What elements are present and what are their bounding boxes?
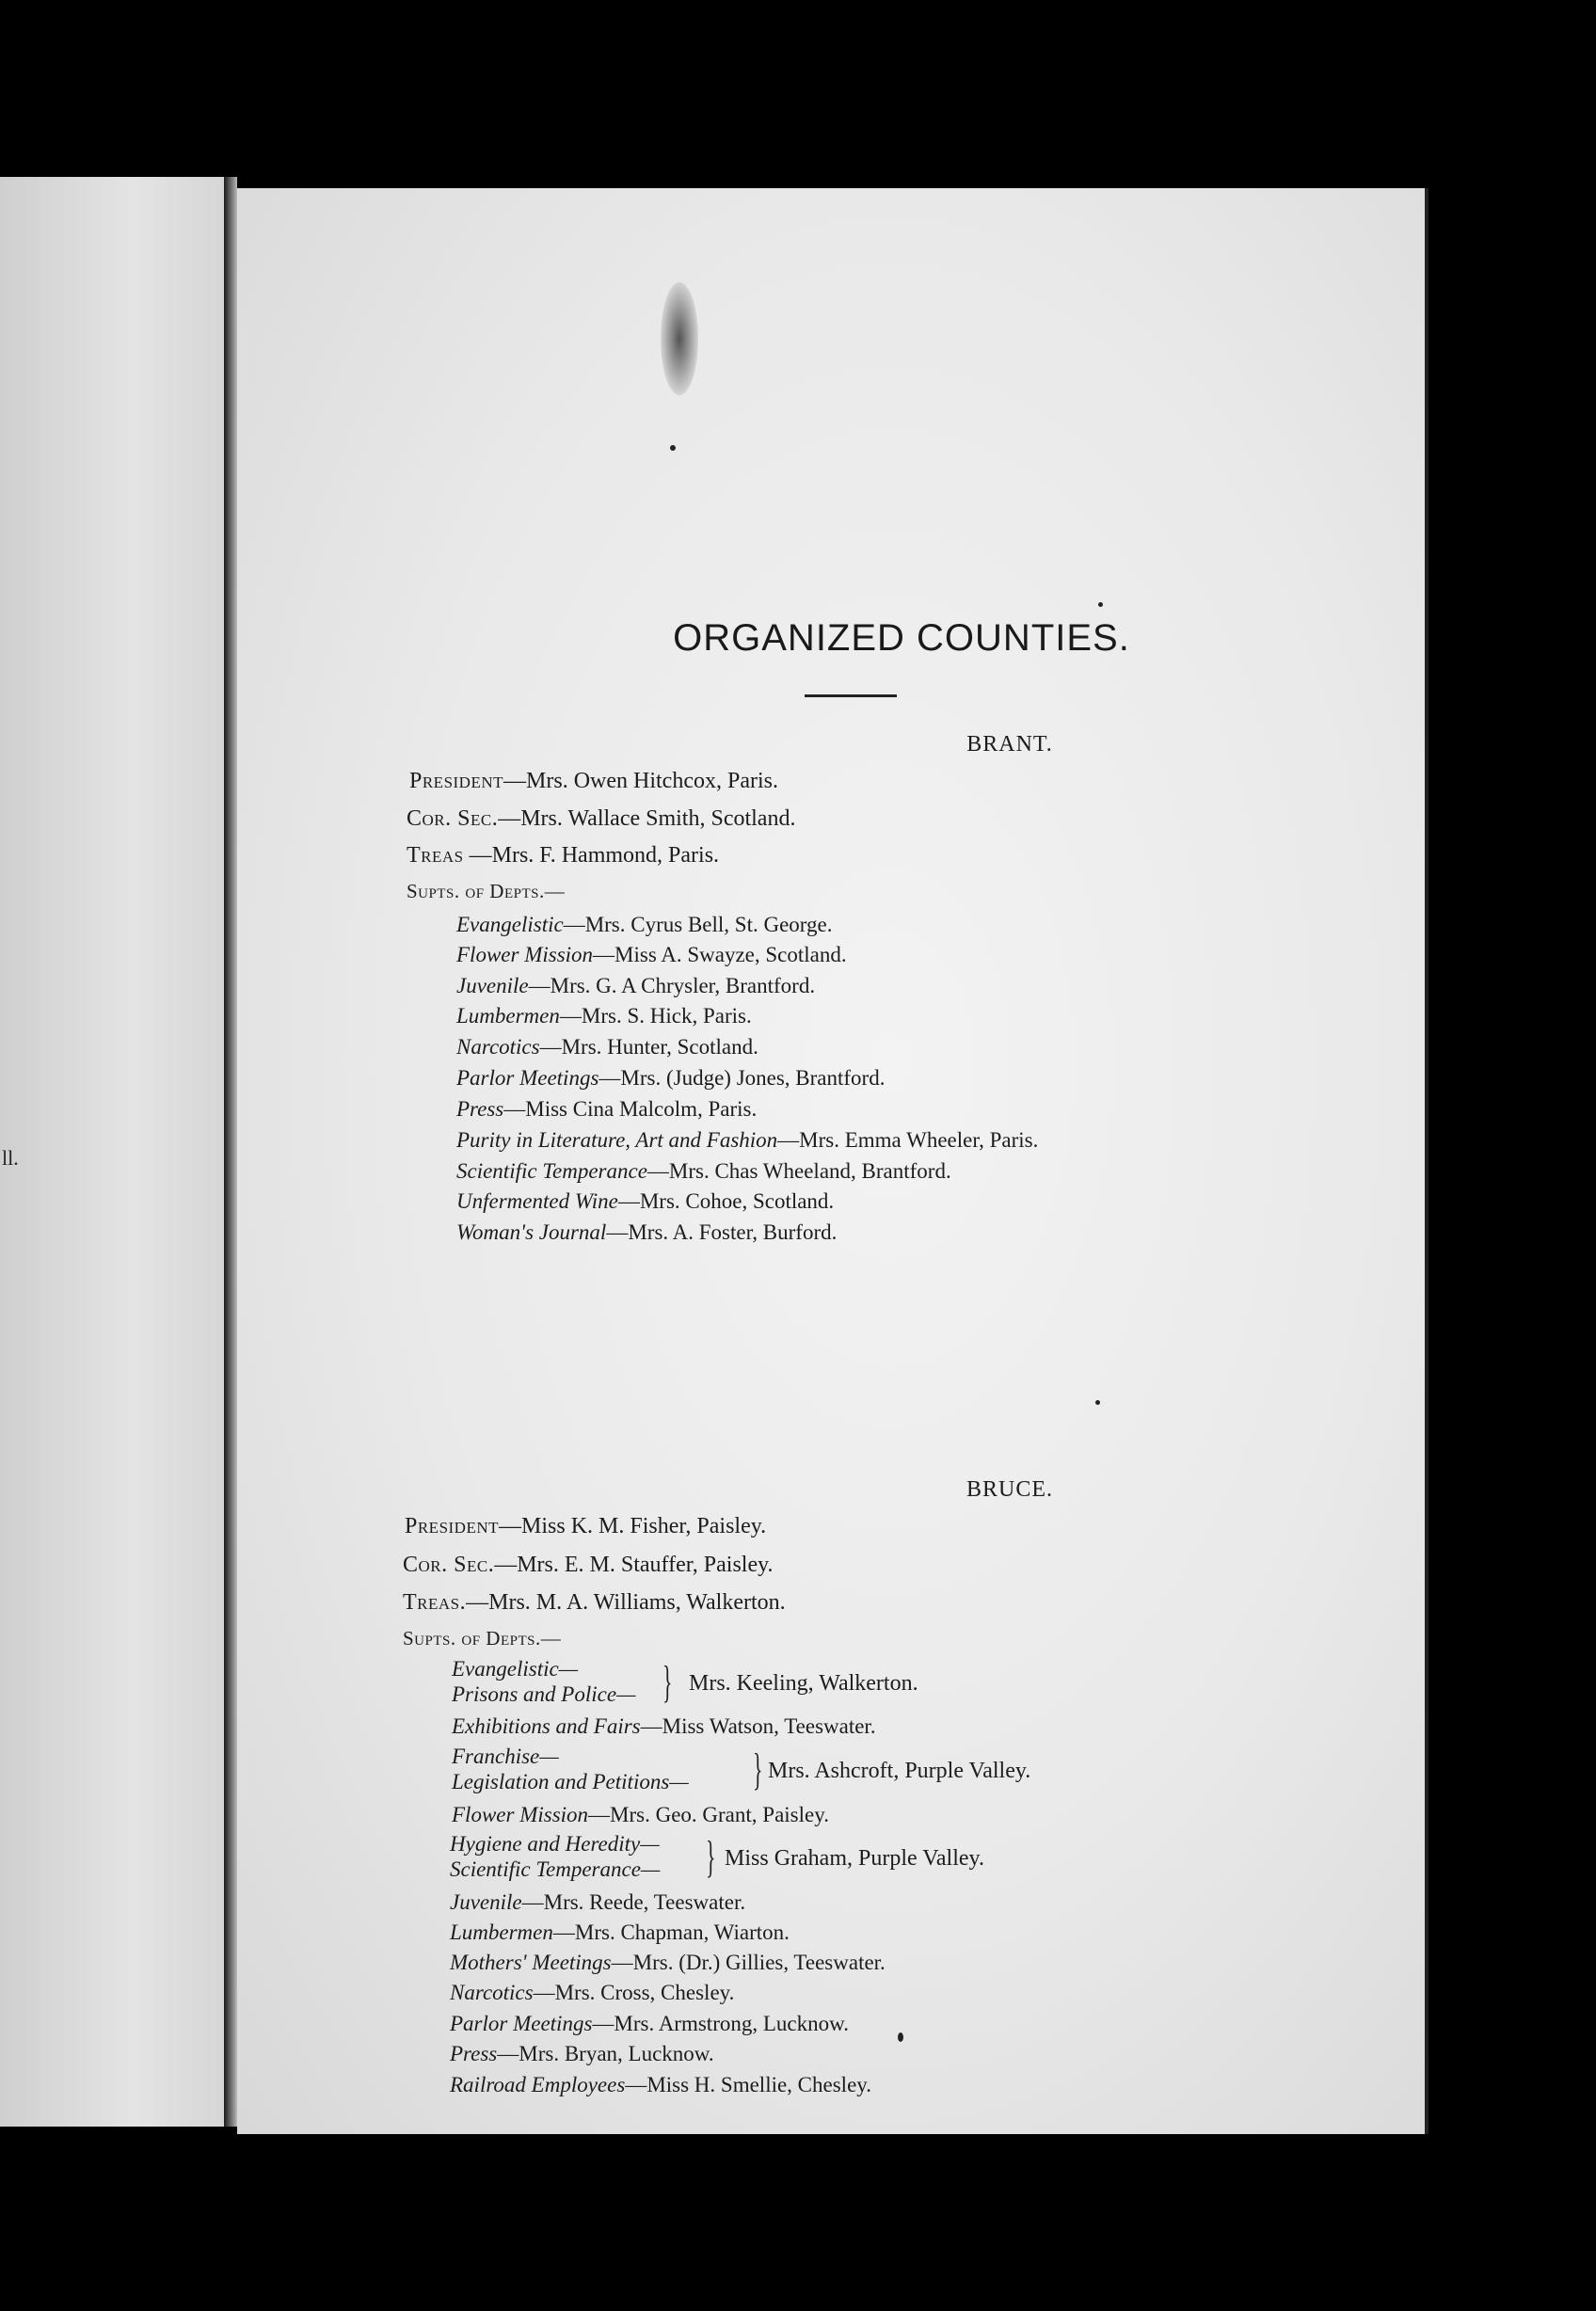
dept-value: —Mrs. Chas Wheeland, Brantford.: [646, 1159, 951, 1183]
group-dept: Scientific Temperance—: [450, 1857, 661, 1881]
dept-value: —Miss Cina Malcolm, Paris.: [503, 1097, 758, 1121]
officer-role: Cor. Sec.: [407, 806, 499, 831]
dept-value: —Mrs. Bryan, Lucknow.: [497, 2042, 714, 2065]
group-dept-list: [450, 1831, 660, 1882]
dept-name: Mothers' Meetings: [450, 1951, 612, 1974]
dept-name: Lumbermen: [456, 1004, 560, 1028]
group-dept: Legislation and Petitions—: [452, 1770, 689, 1793]
group-dept: Prisons and Police—: [452, 1682, 636, 1706]
bruce-president: [405, 1512, 766, 1540]
officer-value: Mrs. Wallace Smith, Scotland.: [520, 806, 796, 831]
group-value: Miss Graham, Purple Valley.: [725, 1846, 984, 1871]
officer-value: Mrs. Owen Hitchcox, Paris.: [526, 769, 778, 793]
speck: [1098, 602, 1103, 607]
dept-name: Juvenile: [456, 974, 529, 997]
dept-value: —Mrs. G. A Chrysler, Brantford.: [528, 974, 816, 997]
brant-cor-sec: [407, 805, 795, 833]
brant-dept-line: [456, 1188, 834, 1215]
dept-value: —Miss Watson, Teeswater.: [640, 1714, 876, 1738]
left-page-edge-text: ll.: [2, 1146, 19, 1170]
brant-treas: [407, 841, 719, 869]
document-page: [237, 188, 1428, 2134]
page-title: ORGANIZED COUNTIES.: [673, 617, 1130, 659]
officer-role: President: [409, 769, 504, 793]
dept-name: Railroad Employees: [450, 2073, 626, 2096]
dept-value: —Mrs. Cohoe, Scotland.: [617, 1189, 835, 1213]
officer-role: Cor. Sec.: [403, 1553, 495, 1577]
brant-dept-line: [456, 1065, 885, 1092]
officer-sep: —: [463, 843, 492, 868]
dept-name: Press: [450, 2042, 498, 2065]
speck: [898, 2032, 903, 2042]
dept-name: Parlor Meetings: [456, 1066, 599, 1090]
officer-value: Miss K. M. Fisher, Paisley.: [521, 1514, 767, 1538]
speck: [1095, 1400, 1100, 1405]
dept-value: —Mrs. (Judge) Jones, Brantford.: [598, 1066, 886, 1090]
title-divider: [805, 694, 897, 697]
group-dept: Hygiene and Heredity—: [450, 1832, 660, 1856]
dept-name: Flower Mission: [452, 1803, 589, 1826]
brant-president: [409, 767, 778, 795]
officer-role: Treas.: [403, 1590, 467, 1615]
group-value: Mrs. Keeling, Walkerton.: [689, 1671, 918, 1696]
dept-name: Narcotics: [450, 1981, 534, 2004]
officer-role: President: [405, 1514, 500, 1538]
dept-name: Unfermented Wine: [456, 1189, 618, 1213]
officer-sep: —: [544, 880, 565, 902]
book-gutter: [224, 177, 237, 2127]
bruce-dept-line: [450, 1889, 745, 1916]
brace-symbol: }: [706, 1832, 716, 1882]
dept-name: Lumbermen: [450, 1921, 553, 1944]
dept-value: —Mrs. Cross, Chesley.: [533, 1981, 735, 2004]
bruce-dept-line: [450, 2041, 714, 2067]
dept-name: Narcotics: [456, 1035, 540, 1059]
brant-dept-line: [456, 942, 847, 968]
dept-name: Parlor Meetings: [450, 2012, 593, 2035]
dept-name: Exhibitions and Fairs: [452, 1714, 641, 1738]
dept-name: Flower Mission: [456, 943, 594, 966]
brant-dept-line: [456, 1003, 752, 1029]
bruce-dept-line: [452, 1713, 876, 1740]
officer-sep: —: [499, 1514, 522, 1538]
dept-value: —Mrs. Cyrus Bell, St. George.: [563, 913, 833, 936]
brace-symbol: }: [753, 1745, 763, 1794]
bruce-dept-line: [450, 1980, 734, 2006]
dept-value: —Mrs. (Dr.) Gillies, Teeswater.: [611, 1951, 886, 1974]
county-heading-brant: BRANT.: [966, 732, 1053, 757]
officer-role: Treas: [407, 843, 464, 868]
dept-name: Evangelistic: [456, 913, 564, 936]
brant-dept-line: [456, 1158, 951, 1185]
group-dept: Evangelistic—: [452, 1657, 579, 1681]
dept-value: —Mrs. Armstrong, Lucknow.: [592, 2012, 849, 2035]
officer-value: Mrs. F. Hammond, Paris.: [491, 843, 720, 868]
brant-dept-line: [456, 1127, 1038, 1154]
bruce-supts: [403, 1624, 561, 1652]
dept-value: —Mrs. Geo. Grant, Paisley.: [588, 1803, 829, 1826]
brant-dept-line: [456, 1034, 758, 1060]
group-dept: Franchise—: [452, 1745, 559, 1768]
dept-value: —Mrs. Emma Wheeler, Paris.: [777, 1128, 1039, 1152]
bruce-treas: [403, 1588, 786, 1617]
brant-dept-line: [456, 912, 832, 938]
bruce-dept-line: [450, 1950, 886, 1976]
speck: [670, 445, 676, 451]
bruce-dept-line: [450, 2011, 849, 2037]
officer-role: Supts. of Depts.: [403, 1627, 541, 1650]
officer-sep: —: [503, 769, 527, 793]
county-heading-bruce: BRUCE.: [966, 1477, 1053, 1502]
dept-value: —Miss H. Smellie, Chesley.: [625, 2073, 872, 2096]
dept-value: —Mrs. Reede, Teeswater.: [521, 1890, 746, 1914]
dept-name: Woman's Journal: [456, 1220, 607, 1244]
dept-name: Purity in Literature, Art and Fashion: [456, 1128, 778, 1152]
bruce-dept-line: [450, 2072, 871, 2098]
brant-supts: [407, 877, 565, 905]
group-dept-list: [452, 1744, 689, 1794]
dept-name: Scientific Temperance: [456, 1159, 647, 1183]
dept-value: —Mrs. A. Foster, Burford.: [606, 1220, 838, 1244]
bruce-dept-line: [450, 1920, 790, 1946]
officer-sep: —: [540, 1627, 561, 1650]
brant-dept-line: [456, 1219, 837, 1246]
group-value: Mrs. Ashcroft, Purple Valley.: [768, 1759, 1031, 1783]
group-dept-list: [452, 1656, 636, 1707]
dept-name: Juvenile: [450, 1890, 522, 1914]
officer-value: Mrs. E. M. Stauffer, Paisley.: [517, 1553, 774, 1577]
dept-name: Press: [456, 1097, 504, 1121]
left-page: [0, 177, 227, 2127]
dept-value: —Mrs. S. Hick, Paris.: [559, 1004, 752, 1028]
officer-sep: —: [494, 1553, 518, 1577]
bruce-cor-sec: [403, 1551, 774, 1579]
brant-dept-line: [456, 1096, 757, 1123]
brace-symbol: }: [662, 1657, 673, 1707]
dept-value: —Mrs. Chapman, Wiarton.: [552, 1921, 790, 1944]
ink-smudge: [661, 282, 698, 395]
brant-dept-line: [456, 973, 815, 999]
officer-role: Supts. of Depts.: [407, 880, 545, 902]
dept-value: —Mrs. Hunter, Scotland.: [539, 1035, 758, 1059]
officer-value: Mrs. M. A. Williams, Walkerton.: [488, 1590, 786, 1615]
dept-value: —Miss A. Swayze, Scotland.: [593, 943, 847, 966]
bruce-dept-line: [452, 1802, 829, 1828]
officer-sep: —: [466, 1590, 489, 1615]
officer-sep: —: [498, 806, 521, 831]
